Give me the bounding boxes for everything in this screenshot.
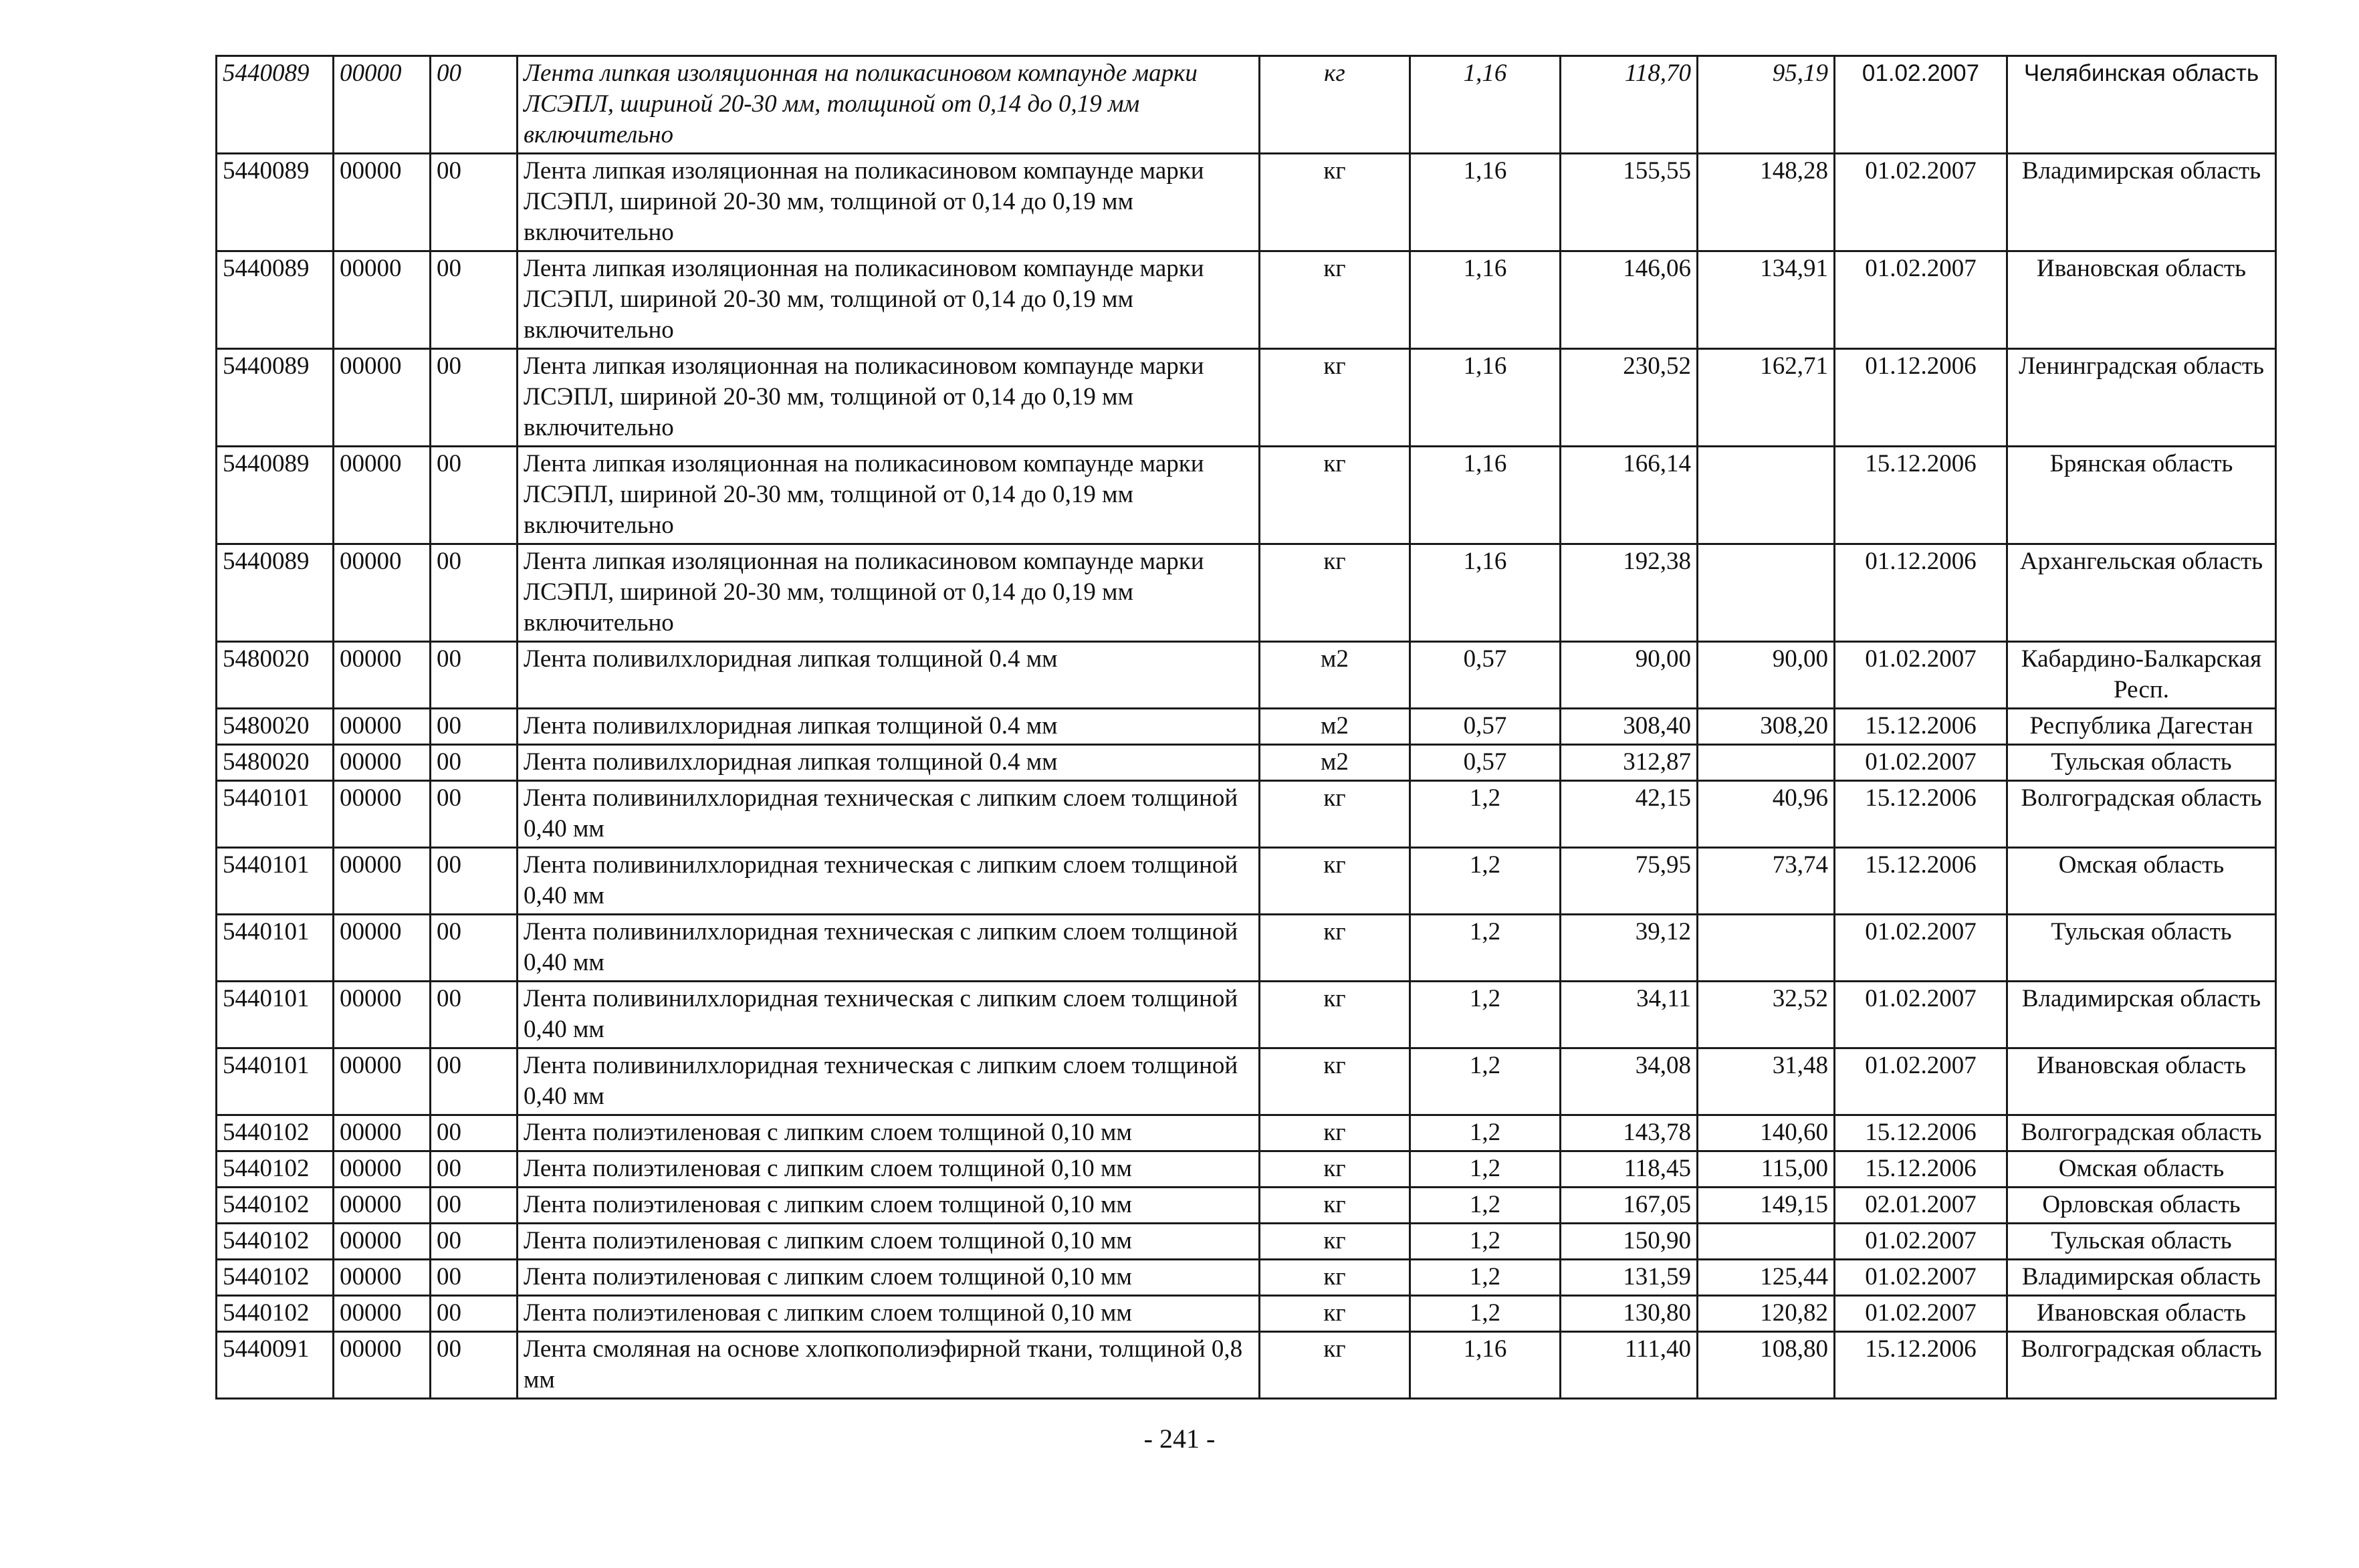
price-alt-cell: 120,82 xyxy=(1698,1296,1835,1332)
price-cell: 118,45 xyxy=(1561,1151,1698,1188)
subcode-cell: 00000 xyxy=(334,848,431,915)
unit-cell: м2 xyxy=(1260,709,1410,745)
date-cell: 01.02.2007 xyxy=(1835,1224,2007,1260)
item-name-cell: Лента полиэтиленовая с липким слоем толщиной 0,10 мм xyxy=(518,1260,1260,1296)
table-row xyxy=(217,848,2276,915)
unit-cell: кг xyxy=(1260,1296,1410,1332)
table-row xyxy=(217,447,2276,544)
region-cell: Ивановская область xyxy=(2007,251,2276,349)
version-cell: 00 xyxy=(431,709,518,745)
region-cell: Тульская область xyxy=(2007,745,2276,781)
price-alt-cell: 40,96 xyxy=(1698,781,1835,848)
version-cell: 00 xyxy=(431,349,518,447)
unit-cell: кг xyxy=(1260,1260,1410,1296)
table-row xyxy=(217,1296,2276,1332)
table-row xyxy=(217,349,2276,447)
unit-cell: кг xyxy=(1260,1115,1410,1151)
price-alt-cell: 32,52 xyxy=(1698,982,1835,1048)
subcode-cell: 00000 xyxy=(334,56,431,154)
price-alt-cell: 108,80 xyxy=(1698,1332,1835,1399)
table-row xyxy=(217,56,2276,154)
price-alt-cell xyxy=(1698,447,1835,544)
coefficient-cell: 1,2 xyxy=(1410,1188,1561,1224)
price-cell: 150,90 xyxy=(1561,1224,1698,1260)
unit-cell: кг xyxy=(1260,1188,1410,1224)
item-code-cell: 5440102 xyxy=(217,1260,334,1296)
item-code-cell: 5440101 xyxy=(217,848,334,915)
unit-cell: кг xyxy=(1260,154,1410,251)
item-code-cell: 5480020 xyxy=(217,709,334,745)
unit-cell: кг xyxy=(1260,1224,1410,1260)
item-name-cell: Лента полиэтиленовая с липким слоем толщиной 0,10 мм xyxy=(518,1151,1260,1188)
item-name-cell: Лента полиэтиленовая с липким слоем толщиной 0,10 мм xyxy=(518,1296,1260,1332)
item-code-cell: 5440089 xyxy=(217,544,334,642)
item-name-cell: Лента липкая изоляционная на поликасиновом компаунде марки ЛСЭПЛ, шириной 20-30 мм, толщиной от 0,14 до 0,19 мм включительно xyxy=(518,447,1260,544)
item-code-cell: 5480020 xyxy=(217,642,334,709)
unit-cell: м2 xyxy=(1260,642,1410,709)
version-cell: 00 xyxy=(431,251,518,349)
table-row xyxy=(217,1151,2276,1188)
price-cell: 308,40 xyxy=(1561,709,1698,745)
item-code-cell: 5440089 xyxy=(217,349,334,447)
table-row xyxy=(217,709,2276,745)
version-cell: 00 xyxy=(431,642,518,709)
price-cell: 118,70 xyxy=(1561,56,1698,154)
price-cell: 166,14 xyxy=(1561,447,1698,544)
subcode-cell: 00000 xyxy=(334,915,431,982)
unit-cell: кг xyxy=(1260,56,1410,154)
price-cell: 146,06 xyxy=(1561,251,1698,349)
coefficient-cell: 0,57 xyxy=(1410,642,1561,709)
subcode-cell: 00000 xyxy=(334,1296,431,1332)
item-code-cell: 5440089 xyxy=(217,447,334,544)
region-cell: Ивановская область xyxy=(2007,1048,2276,1115)
price-alt-cell: 162,71 xyxy=(1698,349,1835,447)
subcode-cell: 00000 xyxy=(334,1188,431,1224)
table-row xyxy=(217,1260,2276,1296)
region-cell: Тульская область xyxy=(2007,915,2276,982)
subcode-cell: 00000 xyxy=(334,982,431,1048)
subcode-cell: 00000 xyxy=(334,709,431,745)
item-name-cell: Лента поливинилхлоридная техническая с липким слоем толщиной 0,40 мм xyxy=(518,915,1260,982)
page-number: - 241 - xyxy=(1143,1424,1216,1454)
version-cell: 00 xyxy=(431,1151,518,1188)
price-cell: 111,40 xyxy=(1561,1332,1698,1399)
unit-cell: кг xyxy=(1260,781,1410,848)
item-code-cell: 5440101 xyxy=(217,982,334,1048)
version-cell: 00 xyxy=(431,544,518,642)
version-cell: 00 xyxy=(431,781,518,848)
date-cell: 01.12.2006 xyxy=(1835,349,2007,447)
version-cell: 00 xyxy=(431,1048,518,1115)
coefficient-cell: 1,16 xyxy=(1410,1332,1561,1399)
item-code-cell: 5440101 xyxy=(217,1048,334,1115)
coefficient-cell: 1,16 xyxy=(1410,349,1561,447)
coefficient-cell: 1,2 xyxy=(1410,1115,1561,1151)
price-cell: 143,78 xyxy=(1561,1115,1698,1151)
table-row xyxy=(217,1115,2276,1151)
item-name-cell: Лента поливинилхлоридная техническая с липким слоем толщиной 0,40 мм xyxy=(518,781,1260,848)
price-alt-cell xyxy=(1698,915,1835,982)
table-row xyxy=(217,915,2276,982)
coefficient-cell: 1,2 xyxy=(1410,1296,1561,1332)
price-alt-cell: 134,91 xyxy=(1698,251,1835,349)
price-alt-cell: 95,19 xyxy=(1698,56,1835,154)
region-cell: Владимирская область xyxy=(2007,1260,2276,1296)
date-cell: 01.02.2007 xyxy=(1835,915,2007,982)
region-cell: Волгоградская область xyxy=(2007,1115,2276,1151)
price-alt-cell xyxy=(1698,745,1835,781)
subcode-cell: 00000 xyxy=(334,251,431,349)
coefficient-cell: 0,57 xyxy=(1410,709,1561,745)
item-name-cell: Лента липкая изоляционная на поликасиновом компаунде марки ЛСЭПЛ, шириной 20-30 мм, толщиной от 0,14 до 0,19 мм включительно xyxy=(518,56,1260,154)
region-cell: Брянская область xyxy=(2007,447,2276,544)
price-alt-cell: 148,28 xyxy=(1698,154,1835,251)
version-cell: 00 xyxy=(431,1332,518,1399)
region-cell: Владимирская область xyxy=(2007,154,2276,251)
item-code-cell: 5440089 xyxy=(217,154,334,251)
region-cell: Архангельская область xyxy=(2007,544,2276,642)
item-code-cell: 5440101 xyxy=(217,915,334,982)
date-cell: 01.02.2007 xyxy=(1835,154,2007,251)
coefficient-cell: 1,2 xyxy=(1410,848,1561,915)
region-cell: Тульская область xyxy=(2007,1224,2276,1260)
price-alt-cell: 308,20 xyxy=(1698,709,1835,745)
date-cell: 01.02.2007 xyxy=(1835,745,2007,781)
version-cell: 00 xyxy=(431,1115,518,1151)
date-cell: 15.12.2006 xyxy=(1835,1151,2007,1188)
item-name-cell: Лента липкая изоляционная на поликасиновом компаунде марки ЛСЭПЛ, шириной 20-30 мм, толщиной от 0,14 до 0,19 мм включительно xyxy=(518,544,1260,642)
table-row xyxy=(217,1048,2276,1115)
date-cell: 01.02.2007 xyxy=(1835,642,2007,709)
price-cell: 75,95 xyxy=(1561,848,1698,915)
table-row xyxy=(217,982,2276,1048)
date-cell: 15.12.2006 xyxy=(1835,1115,2007,1151)
subcode-cell: 00000 xyxy=(334,1332,431,1399)
item-name-cell: Лента липкая изоляционная на поликасиновом компаунде марки ЛСЭПЛ, шириной 20-30 мм, толщиной от 0,14 до 0,19 мм включительно xyxy=(518,154,1260,251)
region-cell: Омская область xyxy=(2007,1151,2276,1188)
unit-cell: кг xyxy=(1260,1332,1410,1399)
version-cell: 00 xyxy=(431,982,518,1048)
item-code-cell: 5440091 xyxy=(217,1332,334,1399)
price-cell: 131,59 xyxy=(1561,1260,1698,1296)
version-cell: 00 xyxy=(431,447,518,544)
item-name-cell: Лента полиэтиленовая с липким слоем толщиной 0,10 мм xyxy=(518,1224,1260,1260)
table-row xyxy=(217,1332,2276,1399)
item-name-cell: Лента липкая изоляционная на поликасиновом компаунде марки ЛСЭПЛ, шириной 20-30 мм, толщиной от 0,14 до 0,19 мм включительно xyxy=(518,349,1260,447)
item-code-cell: 5440102 xyxy=(217,1224,334,1260)
price-cell: 39,12 xyxy=(1561,915,1698,982)
table-row xyxy=(217,544,2276,642)
item-name-cell: Лента поливилхлоридная липкая толщиной 0.4 мм xyxy=(518,709,1260,745)
coefficient-cell: 1,2 xyxy=(1410,982,1561,1048)
table-row xyxy=(217,781,2276,848)
unit-cell: м2 xyxy=(1260,745,1410,781)
subcode-cell: 00000 xyxy=(334,1224,431,1260)
price-cell: 167,05 xyxy=(1561,1188,1698,1224)
item-code-cell: 5480020 xyxy=(217,745,334,781)
region-cell: Кабардино-Балкарская Респ. xyxy=(2007,642,2276,709)
version-cell: 00 xyxy=(431,1188,518,1224)
table-row xyxy=(217,745,2276,781)
date-cell: 01.02.2007 xyxy=(1835,1048,2007,1115)
subcode-cell: 00000 xyxy=(334,1115,431,1151)
date-cell: 01.02.2007 xyxy=(1835,1296,2007,1332)
region-cell: Омская область xyxy=(2007,848,2276,915)
coefficient-cell: 1,16 xyxy=(1410,154,1561,251)
unit-cell: кг xyxy=(1260,1151,1410,1188)
region-cell: Республика Дагестан xyxy=(2007,709,2276,745)
coefficient-cell: 1,16 xyxy=(1410,544,1561,642)
version-cell: 00 xyxy=(431,154,518,251)
subcode-cell: 00000 xyxy=(334,1260,431,1296)
item-name-cell: Лента смоляная на основе хлопкополиэфирной ткани, толщиной 0,8 мм xyxy=(518,1332,1260,1399)
date-cell: 01.02.2007 xyxy=(1835,251,2007,349)
subcode-cell: 00000 xyxy=(334,745,431,781)
region-cell: Волгоградская область xyxy=(2007,781,2276,848)
price-table xyxy=(215,55,2277,1399)
price-alt-cell: 125,44 xyxy=(1698,1260,1835,1296)
region-cell: Владимирская область xyxy=(2007,982,2276,1048)
table-row xyxy=(217,154,2276,251)
price-cell: 34,08 xyxy=(1561,1048,1698,1115)
region-cell: Орловская область xyxy=(2007,1188,2276,1224)
version-cell: 00 xyxy=(431,1224,518,1260)
coefficient-cell: 0,57 xyxy=(1410,745,1561,781)
version-cell: 00 xyxy=(431,56,518,154)
date-cell: 01.02.2007 xyxy=(1835,56,2007,154)
date-cell: 15.12.2006 xyxy=(1835,781,2007,848)
coefficient-cell: 1,16 xyxy=(1410,447,1561,544)
price-alt-cell: 73,74 xyxy=(1698,848,1835,915)
unit-cell: кг xyxy=(1260,349,1410,447)
unit-cell: кг xyxy=(1260,982,1410,1048)
coefficient-cell: 1,2 xyxy=(1410,1048,1561,1115)
item-name-cell: Лента поливинилхлоридная техническая с липким слоем толщиной 0,40 мм xyxy=(518,848,1260,915)
price-alt-cell: 140,60 xyxy=(1698,1115,1835,1151)
coefficient-cell: 1,2 xyxy=(1410,1224,1561,1260)
date-cell: 15.12.2006 xyxy=(1835,848,2007,915)
price-cell: 312,87 xyxy=(1561,745,1698,781)
item-name-cell: Лента липкая изоляционная на поликасиновом компаунде марки ЛСЭПЛ, шириной 20-30 мм, толщиной от 0,14 до 0,19 мм включительно xyxy=(518,251,1260,349)
date-cell: 01.02.2007 xyxy=(1835,1260,2007,1296)
table-row xyxy=(217,1188,2276,1224)
price-cell: 42,15 xyxy=(1561,781,1698,848)
item-code-cell: 5440102 xyxy=(217,1115,334,1151)
item-code-cell: 5440102 xyxy=(217,1151,334,1188)
item-name-cell: Лента поливилхлоридная липкая толщиной 0.4 мм xyxy=(518,745,1260,781)
region-cell: Волгоградская область xyxy=(2007,1332,2276,1399)
table-body xyxy=(217,56,2276,1399)
coefficient-cell: 1,2 xyxy=(1410,915,1561,982)
price-cell: 90,00 xyxy=(1561,642,1698,709)
subcode-cell: 00000 xyxy=(334,544,431,642)
item-code-cell: 5440101 xyxy=(217,781,334,848)
item-code-cell: 5440089 xyxy=(217,56,334,154)
date-cell: 15.12.2006 xyxy=(1835,709,2007,745)
version-cell: 00 xyxy=(431,1296,518,1332)
unit-cell: кг xyxy=(1260,251,1410,349)
price-alt-cell xyxy=(1698,544,1835,642)
unit-cell: кг xyxy=(1260,1048,1410,1115)
subcode-cell: 00000 xyxy=(334,154,431,251)
price-alt-cell: 115,00 xyxy=(1698,1151,1835,1188)
coefficient-cell: 1,2 xyxy=(1410,1151,1561,1188)
subcode-cell: 00000 xyxy=(334,642,431,709)
version-cell: 00 xyxy=(431,745,518,781)
region-cell: Ленинградская область xyxy=(2007,349,2276,447)
unit-cell: кг xyxy=(1260,544,1410,642)
coefficient-cell: 1,16 xyxy=(1410,251,1561,349)
item-name-cell: Лента полиэтиленовая с липким слоем толщиной 0,10 мм xyxy=(518,1188,1260,1224)
table-row xyxy=(217,1224,2276,1260)
date-cell: 15.12.2006 xyxy=(1835,1332,2007,1399)
subcode-cell: 00000 xyxy=(334,447,431,544)
table-row xyxy=(217,251,2276,349)
date-cell: 15.12.2006 xyxy=(1835,447,2007,544)
price-cell: 34,11 xyxy=(1561,982,1698,1048)
coefficient-cell: 1,2 xyxy=(1410,781,1561,848)
item-code-cell: 5440089 xyxy=(217,251,334,349)
date-cell: 02.01.2007 xyxy=(1835,1188,2007,1224)
price-cell: 130,80 xyxy=(1561,1296,1698,1332)
price-alt-cell: 149,15 xyxy=(1698,1188,1835,1224)
item-name-cell: Лента поливинилхлоридная техническая с липким слоем толщиной 0,40 мм xyxy=(518,1048,1260,1115)
subcode-cell: 00000 xyxy=(334,1151,431,1188)
coefficient-cell: 1,2 xyxy=(1410,1260,1561,1296)
unit-cell: кг xyxy=(1260,915,1410,982)
version-cell: 00 xyxy=(431,915,518,982)
unit-cell: кг xyxy=(1260,848,1410,915)
region-cell: Ивановская область xyxy=(2007,1296,2276,1332)
price-cell: 155,55 xyxy=(1561,154,1698,251)
date-cell: 01.12.2006 xyxy=(1835,544,2007,642)
price-cell: 230,52 xyxy=(1561,349,1698,447)
version-cell: 00 xyxy=(431,1260,518,1296)
version-cell: 00 xyxy=(431,848,518,915)
subcode-cell: 00000 xyxy=(334,781,431,848)
subcode-cell: 00000 xyxy=(334,349,431,447)
item-code-cell: 5440102 xyxy=(217,1188,334,1224)
item-name-cell: Лента поливинилхлоридная техническая с липким слоем толщиной 0,40 мм xyxy=(518,982,1260,1048)
price-alt-cell: 31,48 xyxy=(1698,1048,1835,1115)
subcode-cell: 00000 xyxy=(334,1048,431,1115)
date-cell: 01.02.2007 xyxy=(1835,982,2007,1048)
coefficient-cell: 1,16 xyxy=(1410,56,1561,154)
price-alt-cell: 90,00 xyxy=(1698,642,1835,709)
item-name-cell: Лента поливилхлоридная липкая толщиной 0.4 мм xyxy=(518,642,1260,709)
item-code-cell: 5440102 xyxy=(217,1296,334,1332)
region-cell: Челябинская область xyxy=(2007,56,2276,154)
price-alt-cell xyxy=(1698,1224,1835,1260)
price-cell: 192,38 xyxy=(1561,544,1698,642)
unit-cell: кг xyxy=(1260,447,1410,544)
item-name-cell: Лента полиэтиленовая с липким слоем толщиной 0,10 мм xyxy=(518,1115,1260,1151)
table-row xyxy=(217,642,2276,709)
